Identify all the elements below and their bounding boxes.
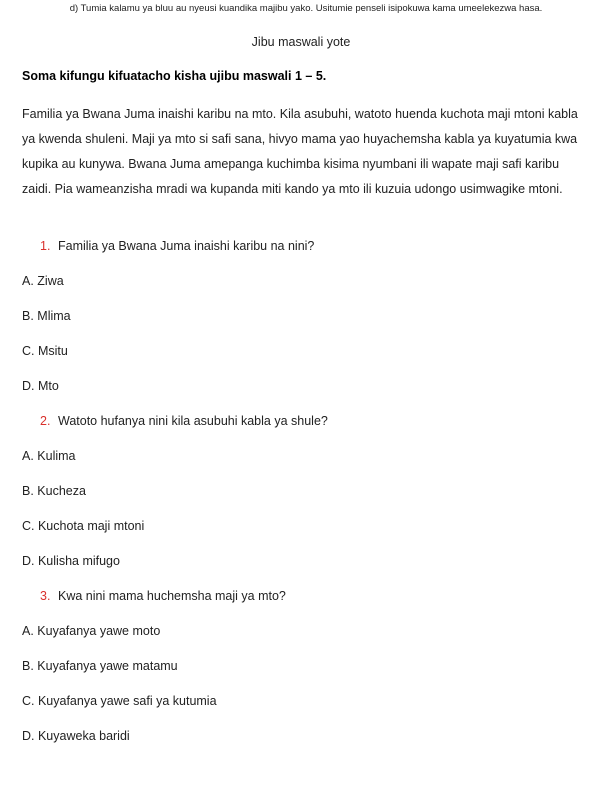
option-3c[interactable]: C. Kuyafanya yawe safi ya kutumia <box>22 694 217 708</box>
option-1b[interactable]: B. Mlima <box>22 309 71 323</box>
question-text: Watoto hufanya nini kila asubuhi kabla ya shule? <box>58 414 328 428</box>
question-1 <box>40 238 314 254</box>
option-1a[interactable]: A. Ziwa <box>22 274 64 288</box>
option-1d[interactable]: D. Mto <box>22 379 59 393</box>
option-3a[interactable]: A. Kuyafanya yawe moto <box>22 624 161 638</box>
option-3d[interactable]: D. Kuyaweka baridi <box>22 729 130 743</box>
question-2 <box>40 413 328 429</box>
question-text: Kwa nini mama huchemsha maji ya mto? <box>58 589 286 603</box>
question-number: 2. <box>40 414 51 428</box>
option-2b[interactable]: B. Kucheza <box>22 484 86 498</box>
reading-passage: Familia ya Bwana Juma inaishi karibu na mto. Kila asubuhi, watoto huenda kuchota maji mtoni kabla ya kwenda shuleni. Maji ya mto si safi sana, hivyo mama yao huyachemsha kabla ya kuyatumia kwa kupika au kunywa. Bwana Juma amepanga kuchimba kisima nyumbani ili wapate maji safi karibu zaidi. Pia wameanzisha mradi wa kupanda miti kando ya mto ili kuzuia udongo usimwagike mtoni. <box>22 107 578 196</box>
question-3 <box>40 588 286 604</box>
section-heading: Soma kifungu kifuatacho kisha ujibu maswali 1 – 5. <box>22 69 327 83</box>
question-number: 3. <box>40 589 51 603</box>
option-2d[interactable]: D. Kulisha mifugo <box>22 554 120 568</box>
question-number: 1. <box>40 239 51 253</box>
option-2a[interactable]: A. Kulima <box>22 449 76 463</box>
subtitle: Jibu maswali yote <box>251 35 351 49</box>
option-2c[interactable]: C. Kuchota maji mtoni <box>22 519 145 533</box>
option-3b[interactable]: B. Kuyafanya yawe matamu <box>22 659 178 673</box>
option-1c[interactable]: C. Msitu <box>22 344 68 358</box>
instruction-text: d) Tumia kalamu ya bluu au nyeusi kuandika majibu yako. Usitumie penseli isipokuwa kama umeelekezwa hasa. <box>69 3 543 14</box>
question-text: Familia ya Bwana Juma inaishi karibu na nini? <box>58 239 315 253</box>
